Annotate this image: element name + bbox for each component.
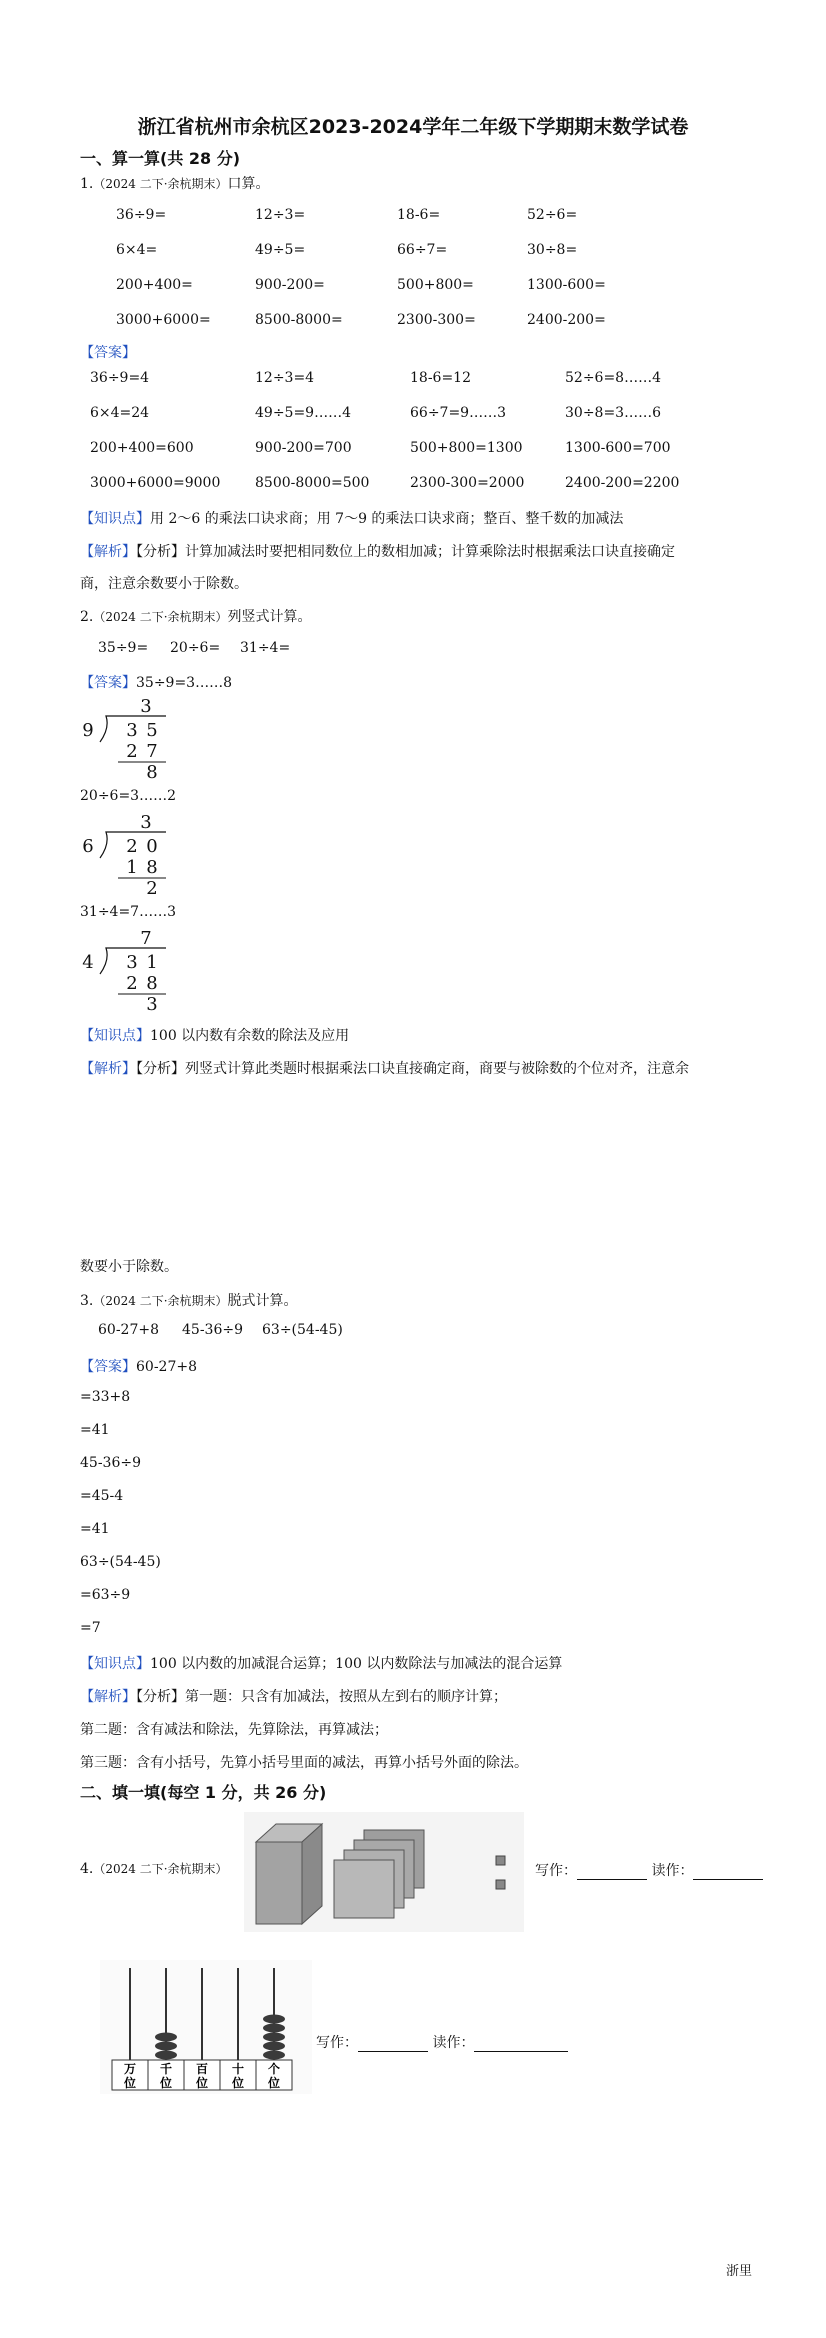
abacus-bead [263, 2015, 285, 2024]
q1-answer-cell: 12÷3=4 [255, 370, 315, 386]
q1-cell: 3000+6000= [116, 312, 211, 328]
q2-problem: 20÷6= [170, 640, 221, 656]
abacus-label-bottom: 位 [159, 2076, 173, 2090]
q2-knowledge: 【知识点】100 以内数有余数的除法及应用 [80, 1028, 350, 1044]
dividend-ones: 1 [146, 952, 158, 973]
abacus-label-top: 万 [123, 2062, 137, 2076]
q3-step: =41 [80, 1521, 110, 1537]
q1-analysis: 【解析】【分析】计算加减法时要把相同数位上的数相加减；计算乘除法时根据乘法口诀直接确定 [80, 544, 675, 560]
abacus-bead [263, 2024, 285, 2033]
q2-answer-2: 20÷6=3……2 [80, 788, 176, 804]
q2-problem: 35÷9= [98, 640, 149, 656]
remainder: 3 [146, 994, 158, 1012]
abacus-label-top: 十 [231, 2062, 245, 2076]
q3-problem: 45-36÷9 [182, 1322, 243, 1338]
q1-cell: 66÷7= [397, 242, 448, 258]
q1-header: 1.（2024 二下·余杭期末）口算。 [80, 176, 270, 192]
q1-cell: 12÷3= [255, 207, 306, 223]
read-blank[interactable] [474, 2037, 568, 2052]
quotient: 3 [140, 696, 152, 717]
q1-answer-cell: 52÷6=8……4 [565, 370, 661, 386]
q1-answer-cell: 30÷8=3……6 [565, 405, 661, 421]
read-blank[interactable] [693, 1865, 763, 1880]
q1-answer-cell: 1300-600=700 [565, 440, 671, 456]
q1-cell: 1300-600= [527, 277, 606, 293]
q2-problem: 31÷4= [240, 640, 291, 656]
q1-cell: 30÷8= [527, 242, 578, 258]
place-value-blocks-image [244, 1812, 524, 1932]
q1-answer-cell: 900-200=700 [255, 440, 352, 456]
q1-answer-cell: 66÷7=9……3 [410, 405, 506, 421]
q1-answer-cell: 200+400=600 [90, 440, 194, 456]
footer-text: 浙里 [726, 2264, 753, 2279]
long-division [78, 690, 178, 780]
unit-cube [496, 1880, 505, 1889]
dividend-tens: 3 [126, 720, 138, 741]
page-title: 浙江省杭州市余杭区2023-2024学年二年级下学期期末数学试卷 [137, 116, 689, 138]
q3-step: =41 [80, 1422, 110, 1438]
q2-answer-1: 【答案】35÷9=3……8 [80, 675, 232, 691]
write-blank[interactable] [358, 2037, 428, 2052]
q4-answer-line-2: 写作： 读作： [316, 2032, 568, 2052]
abacus-label-bottom: 位 [267, 2076, 281, 2090]
product-ones: 8 [146, 857, 158, 878]
q1-answer-cell: 36÷9=4 [90, 370, 150, 386]
section-2-heading: 二、填一填(每空 1 分，共 26 分) [80, 1783, 327, 1802]
q1-cell: 36÷9= [116, 207, 167, 223]
q3-step: 45-36÷9 [80, 1455, 141, 1471]
q3-answer-line: 【答案】60-27+8 [80, 1359, 197, 1375]
abacus-bead [263, 2051, 285, 2060]
q1-answer-tag: 【答案】 [80, 345, 136, 361]
divisor: 4 [82, 952, 94, 973]
q4-answer-line-1: 写作： 读作： [535, 1860, 763, 1880]
q1-answer-cell: 500+800=1300 [410, 440, 523, 456]
abacus-bead [263, 2033, 285, 2042]
q1-cell: 49÷5= [255, 242, 306, 258]
q2-answer-3: 31÷4=7……3 [80, 904, 176, 920]
remainder: 2 [146, 878, 158, 896]
abacus-label-bottom: 位 [195, 2076, 209, 2090]
q1-answer-cell: 18-6=12 [410, 370, 471, 386]
q2-header: 2.（2024 二下·余杭期末）列竖式计算。 [80, 609, 312, 625]
q1-cell: 500+800= [397, 277, 474, 293]
q3-step: =45-4 [80, 1488, 124, 1504]
abacus-label-top: 千 [159, 2062, 173, 2076]
abacus-label-bottom: 位 [123, 2076, 137, 2090]
quotient: 3 [140, 812, 152, 833]
q2-analysis: 【解析】【分析】列竖式计算此类题时根据乘法口诀直接确定商，商要与被除数的个位对齐，注意余 [80, 1061, 689, 1077]
q3-step: =63÷9 [80, 1587, 131, 1603]
q1-cell: 2300-300= [397, 312, 476, 328]
divisor: 9 [82, 720, 94, 741]
q3-step: 63÷(54-45) [80, 1554, 161, 1570]
q1-analysis-cont: 商，注意余数要小于除数。 [80, 576, 248, 592]
abacus-label-top: 百 [195, 2062, 209, 2076]
divisor: 6 [82, 836, 94, 857]
write-blank[interactable] [577, 1865, 647, 1880]
q1-cell: 200+400= [116, 277, 193, 293]
abacus-label-bottom: 位 [231, 2076, 245, 2090]
q1-knowledge: 【知识点】用 2～6 的乘法口诀求商；用 7～9 的乘法口诀求商；整百、整千数的加减法 [80, 511, 624, 527]
q1-cell: 18-6= [397, 207, 441, 223]
q2-analysis-cont: 数要小于除数。 [80, 1259, 178, 1275]
thousand-cube [256, 1824, 322, 1924]
q3-header: 3.（2024 二下·余杭期末）脱式计算。 [80, 1293, 298, 1309]
q3-step: =7 [80, 1620, 101, 1636]
dividend-tens: 2 [126, 836, 138, 857]
abacus-bead [263, 2042, 285, 2051]
q3-analysis-cont: 第二题：含有减法和除法，先算除法，再算减法； [80, 1722, 388, 1738]
section-1-heading: 一、算一算(共 28 分) [80, 149, 241, 168]
q1-cell: 900-200= [255, 277, 325, 293]
dividend-ones: 5 [146, 720, 158, 741]
q3-problem: 60-27+8 [98, 1322, 159, 1338]
q1-cell: 6×4= [116, 242, 158, 258]
q1-cell: 2400-200= [527, 312, 606, 328]
q3-step: =33+8 [80, 1389, 131, 1405]
long-division [78, 922, 178, 1012]
product-tens: 2 [126, 741, 138, 762]
abacus-bead [155, 2042, 177, 2051]
q1-answer-cell: 3000+6000=9000 [90, 475, 221, 491]
q1-cell: 8500-8000= [255, 312, 343, 328]
product-tens: 2 [126, 973, 138, 994]
q1-answer-cell: 49÷5=9……4 [255, 405, 351, 421]
abacus-label-top: 个 [267, 2062, 281, 2076]
product-ones: 8 [146, 973, 158, 994]
remainder: 8 [146, 762, 158, 780]
unit-cube [496, 1856, 505, 1865]
q1-answer-cell: 2400-200=2200 [565, 475, 680, 491]
q1-answer-cell: 8500-8000=500 [255, 475, 370, 491]
q1-answer-cell: 2300-300=2000 [410, 475, 525, 491]
q3-knowledge: 【知识点】100 以内数的加减混合运算；100 以内数除法与加减法的混合运算 [80, 1656, 563, 1672]
dividend-tens: 3 [126, 952, 138, 973]
q1-cell: 52÷6= [527, 207, 578, 223]
q3-problem: 63÷(54-45) [262, 1322, 343, 1338]
product-tens: 1 [126, 857, 138, 878]
abacus-bead [155, 2051, 177, 2060]
long-division [78, 806, 178, 896]
q3-analysis: 【解析】【分析】第一题：只含有加减法，按照从左到右的顺序计算； [80, 1689, 507, 1705]
abacus-image [100, 1960, 312, 2094]
q4-header: 4.（2024 二下·余杭期末） [80, 1861, 228, 1877]
product-ones: 7 [146, 741, 158, 762]
q3-analysis-cont: 第三题：含有小括号，先算小括号里面的减法，再算小括号外面的除法。 [80, 1755, 528, 1771]
quotient: 7 [140, 928, 152, 949]
q1-answer-cell: 6×4=24 [90, 405, 150, 421]
dividend-ones: 0 [146, 836, 158, 857]
abacus-bead [155, 2033, 177, 2042]
